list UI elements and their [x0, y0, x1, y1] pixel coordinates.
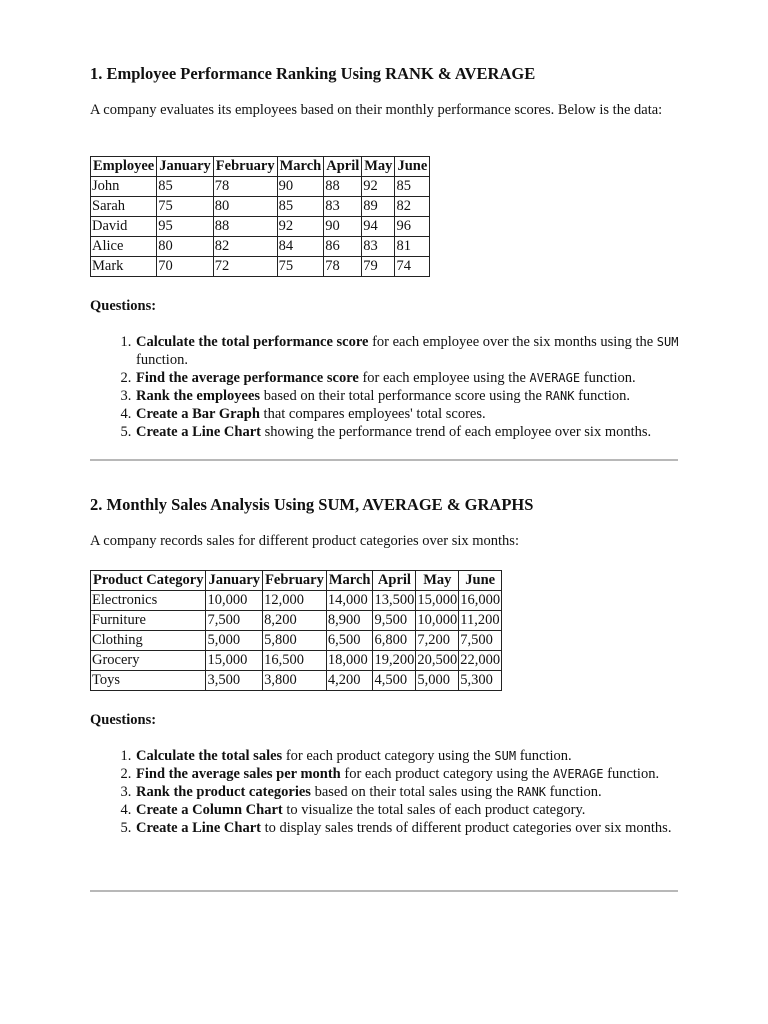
- product-sales-table: [90, 570, 502, 691]
- function-name: RANK: [545, 389, 575, 403]
- question-item: [135, 765, 680, 783]
- column-header: February: [213, 157, 277, 177]
- function-name: AVERAGE: [529, 371, 581, 385]
- question-emphasis: Find the average performance score: [136, 370, 359, 386]
- table-cell: 7,500: [206, 611, 263, 631]
- table-cell: 82: [213, 237, 277, 257]
- section1-title: 1. Employee Performance Ranking Using RANK & AVERAGE: [90, 64, 536, 83]
- section2-questions-heading: Questions:: [90, 712, 157, 728]
- table-cell: Toys: [91, 671, 206, 691]
- table-row: [91, 177, 430, 197]
- question-emphasis: Rank the product categories: [136, 784, 311, 800]
- table-row: [91, 651, 502, 671]
- section1-questions-list: [90, 333, 680, 441]
- table-cell: 85: [277, 197, 324, 217]
- column-header: January: [157, 157, 214, 177]
- table-cell: 3,800: [263, 671, 327, 691]
- table-cell: David: [91, 217, 157, 237]
- table-row: [91, 237, 430, 257]
- column-header: April: [324, 157, 362, 177]
- table-cell: 16,000: [459, 591, 502, 611]
- question-text: function.: [580, 370, 636, 386]
- question-item: [135, 405, 680, 423]
- table-cell: Mark: [91, 257, 157, 277]
- table-cell: 3,500: [206, 671, 263, 691]
- table-cell: John: [91, 177, 157, 197]
- column-header: May: [416, 571, 459, 591]
- table-cell: 7,200: [416, 631, 459, 651]
- table-cell: 74: [395, 257, 430, 277]
- column-header: February: [263, 571, 327, 591]
- table-row: [91, 197, 430, 217]
- question-item: [135, 747, 680, 765]
- question-text: to display sales trends of different product categories over six months.: [260, 820, 672, 836]
- question-text: for each product category using the: [282, 748, 495, 764]
- table-cell: 88: [324, 177, 362, 197]
- table-cell: Alice: [91, 237, 157, 257]
- table-cell: 5,800: [263, 631, 327, 651]
- table-cell: 5,000: [206, 631, 263, 651]
- table-cell: Clothing: [91, 631, 206, 651]
- table-row: [91, 631, 502, 651]
- section2-intro: A company records sales for different product categories over six months:: [90, 533, 519, 549]
- employee-scores-table: [90, 156, 430, 277]
- column-header: Employee: [91, 157, 157, 177]
- section2-title: 2. Monthly Sales Analysis Using SUM, AVERAGE & GRAPHS: [90, 495, 534, 514]
- table-cell: 18,000: [326, 651, 373, 671]
- table-cell: 10,000: [206, 591, 263, 611]
- table-cell: 83: [324, 197, 362, 217]
- table-cell: 75: [277, 257, 324, 277]
- question-text: function.: [136, 352, 188, 368]
- section1-intro: A company evaluates its employees based on their monthly performance scores. Below is the data:: [90, 102, 663, 118]
- table-cell: 92: [362, 177, 395, 197]
- table-cell: 90: [324, 217, 362, 237]
- question-text: function.: [574, 388, 631, 404]
- table-cell: 6,800: [373, 631, 416, 651]
- table-cell: 15,000: [416, 591, 459, 611]
- table-cell: 19,200: [373, 651, 416, 671]
- question-emphasis: Create a Bar Graph: [136, 406, 260, 422]
- table-cell: 90: [277, 177, 324, 197]
- question-text: for each product category using the: [340, 766, 553, 782]
- table-cell: 8,900: [326, 611, 373, 631]
- table-row: [91, 671, 502, 691]
- table-cell: 5,300: [459, 671, 502, 691]
- table-cell: 78: [213, 177, 277, 197]
- table-cell: 5,000: [416, 671, 459, 691]
- table-cell: 6,500: [326, 631, 373, 651]
- table-cell: 4,500: [373, 671, 416, 691]
- column-header: Product Category: [91, 571, 206, 591]
- table-cell: 96: [395, 217, 430, 237]
- table-cell: 92: [277, 217, 324, 237]
- column-header: May: [362, 157, 395, 177]
- table-cell: 85: [157, 177, 214, 197]
- table-cell: 22,000: [459, 651, 502, 671]
- table-header-row: [91, 571, 502, 591]
- question-emphasis: Rank the employees: [136, 388, 261, 404]
- table-cell: 82: [395, 197, 430, 217]
- question-emphasis: Create a Line Chart: [136, 424, 261, 440]
- table-cell: 81: [395, 237, 430, 257]
- table-cell: 78: [324, 257, 362, 277]
- question-item: [135, 387, 680, 405]
- question-text: based on their total sales using the: [310, 784, 518, 800]
- question-emphasis: Create a Line Chart: [136, 820, 261, 836]
- table-cell: 94: [362, 217, 395, 237]
- table-cell: 14,000: [326, 591, 373, 611]
- table-cell: 85: [395, 177, 430, 197]
- function-name: AVERAGE: [552, 767, 604, 781]
- table-row: [91, 257, 430, 277]
- section-divider: [90, 890, 678, 892]
- table-cell: 86: [324, 237, 362, 257]
- table-cell: 12,000: [263, 591, 327, 611]
- table-cell: 4,200: [326, 671, 373, 691]
- question-emphasis: Create a Column Chart: [136, 802, 283, 818]
- question-item: [135, 783, 680, 801]
- table-cell: 95: [157, 217, 214, 237]
- question-text: for each employee over the six months using the: [368, 334, 657, 350]
- column-header: January: [206, 571, 263, 591]
- question-item: [135, 819, 680, 837]
- question-emphasis: Calculate the total performance score: [136, 334, 369, 350]
- table-cell: 9,500: [373, 611, 416, 631]
- table-row: [91, 591, 502, 611]
- question-text: function.: [546, 784, 602, 800]
- table-cell: 15,000: [206, 651, 263, 671]
- column-header: June: [459, 571, 502, 591]
- table-cell: Sarah: [91, 197, 157, 217]
- question-text: function.: [603, 766, 660, 782]
- table-cell: 72: [213, 257, 277, 277]
- table-cell: 80: [157, 237, 214, 257]
- function-name: RANK: [517, 785, 547, 799]
- table-cell: 13,500: [373, 591, 416, 611]
- table-cell: 20,500: [416, 651, 459, 671]
- function-name: SUM: [494, 749, 517, 763]
- table-cell: 89: [362, 197, 395, 217]
- table-cell: 75: [157, 197, 214, 217]
- question-text: based on their total performance score using the: [260, 388, 546, 404]
- table-cell: 88: [213, 217, 277, 237]
- table-header-row: [91, 157, 430, 177]
- table-cell: 10,000: [416, 611, 459, 631]
- table-cell: Electronics: [91, 591, 206, 611]
- question-text: for each employee using the: [358, 370, 530, 386]
- question-text: that compares employees' total scores.: [259, 406, 486, 422]
- function-name: SUM: [656, 335, 679, 349]
- question-emphasis: Find the average sales per month: [136, 766, 341, 782]
- table-cell: 11,200: [459, 611, 502, 631]
- column-header: March: [277, 157, 324, 177]
- table-cell: 79: [362, 257, 395, 277]
- section2-questions-list: [90, 747, 680, 837]
- table-cell: Grocery: [91, 651, 206, 671]
- table-cell: 70: [157, 257, 214, 277]
- question-text: showing the performance trend of each employee over six months.: [260, 424, 652, 440]
- table-cell: 80: [213, 197, 277, 217]
- table-row: [91, 611, 502, 631]
- table-row: [91, 217, 430, 237]
- question-item: [135, 333, 680, 369]
- column-header: April: [373, 571, 416, 591]
- question-item: [135, 801, 680, 819]
- table-cell: 16,500: [263, 651, 327, 671]
- table-cell: 83: [362, 237, 395, 257]
- column-header: June: [395, 157, 430, 177]
- column-header: March: [326, 571, 373, 591]
- question-text: function.: [516, 748, 572, 764]
- section-divider: [90, 459, 678, 461]
- question-item: [135, 369, 680, 387]
- table-cell: 7,500: [459, 631, 502, 651]
- table-cell: Furniture: [91, 611, 206, 631]
- table-cell: 84: [277, 237, 324, 257]
- table-cell: 8,200: [263, 611, 327, 631]
- question-item: [135, 423, 680, 441]
- question-text: to visualize the total sales of each product category.: [282, 802, 586, 818]
- question-emphasis: Calculate the total sales: [136, 748, 283, 764]
- section1-questions-heading: Questions:: [90, 298, 157, 314]
